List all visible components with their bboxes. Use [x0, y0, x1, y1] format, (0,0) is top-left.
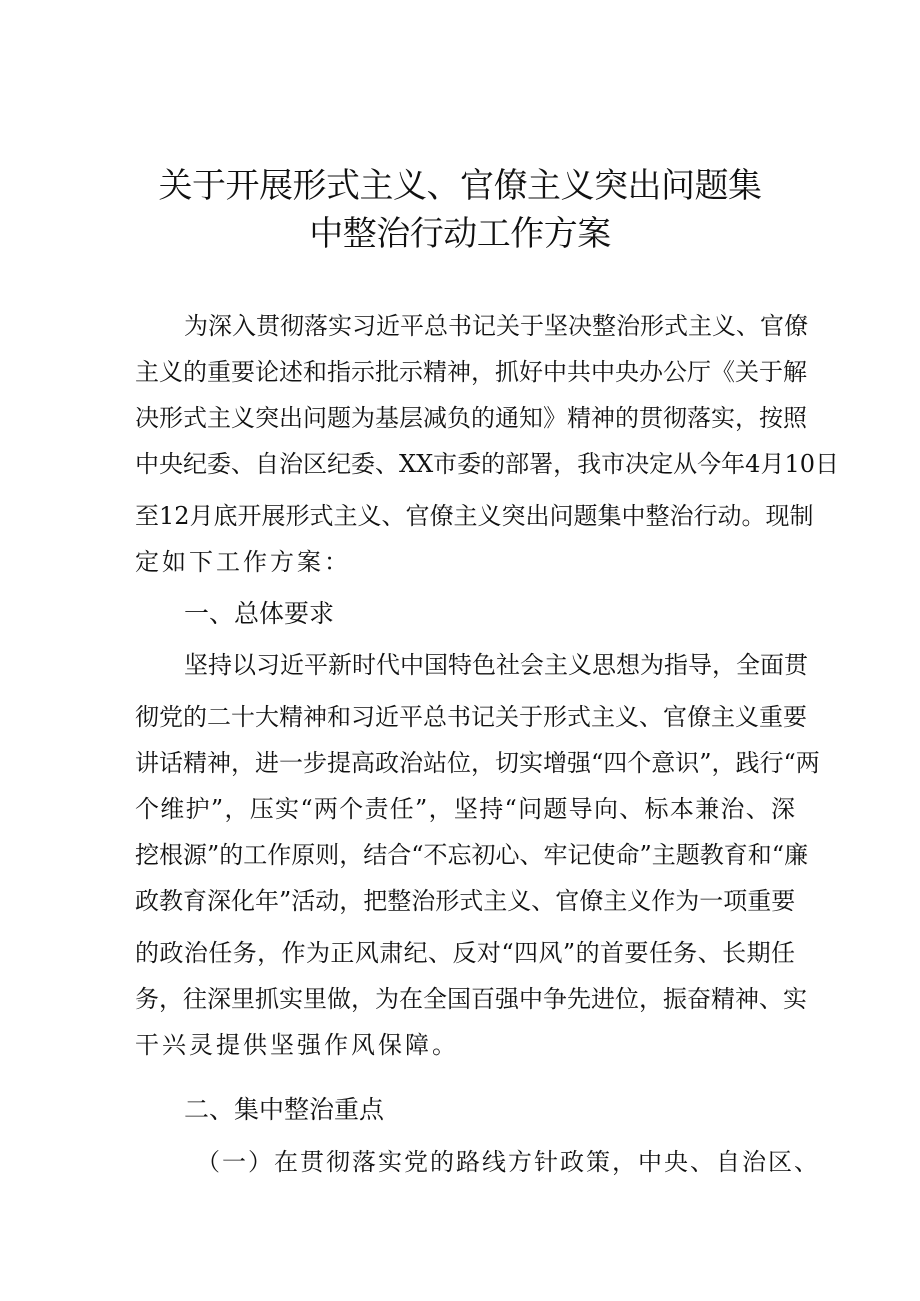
section-1-line: 个维护”，压实“两个责任”，坚持“问题导向、标本兼治、深 — [135, 795, 795, 823]
section-2-line: （一）在贯彻落实党的路线方针政策，中央、自治区、 — [196, 1148, 820, 1176]
section-1-line: 挖根源”的工作原则，结合“不忘初心、牢记使命”主题教育和“廉 — [135, 841, 809, 869]
section-heading-2: 二、集中整治重点 — [184, 1095, 385, 1124]
section-1-line: 务，往深里抓实里做，为在全国百强中争先进位，振奋精神、实 — [135, 985, 807, 1013]
intro-line: 至12月底开展形式主义、官僚主义突出问题集中整治行动。现制 — [135, 502, 814, 530]
section-1-line: 坚持以习近平新时代中国特色社会主义思想为指导，全面贯 — [184, 651, 808, 679]
section-heading-1: 一、总体要求 — [184, 599, 335, 628]
document-title-line-2: 中整治行动工作方案 — [309, 214, 611, 254]
section-1-line: 政教育深化年”活动，把整治形式主义、官僚主义作为一项重要 — [135, 887, 796, 915]
section-1-line: 彻党的二十大精神和习近平总书记关于形式主义、官僚主义重要 — [135, 703, 807, 731]
section-1-line: 干兴灵提供坚强作风保障。 — [135, 1031, 459, 1059]
document-title-line-1: 关于开展形式主义、官僚主义突出问题集 — [158, 166, 762, 206]
section-1-line: 的政治任务，作为正风肃纪、反对“四风”的首要任务、长期任 — [135, 939, 795, 967]
intro-line: 主义的重要论述和指示批示精神，抓好中共中央办公厅《关于解 — [135, 358, 807, 386]
intro-line: 定如下工作方案： — [135, 548, 351, 576]
intro-line: 为深入贯彻落实习近平总书记关于坚决整治形式主义、官僚 — [184, 312, 808, 340]
intro-line: 中央纪委、自治区纪委、XX市委的部署，我市决定从今年4月10日 — [135, 450, 839, 478]
intro-line: 决形式主义突出问题为基层减负的通知》精神的贯彻落实，按照 — [135, 404, 807, 432]
section-1-line: 讲话精神，进一步提高政治站位，切实增强“四个意识”，践行“两 — [135, 749, 820, 777]
